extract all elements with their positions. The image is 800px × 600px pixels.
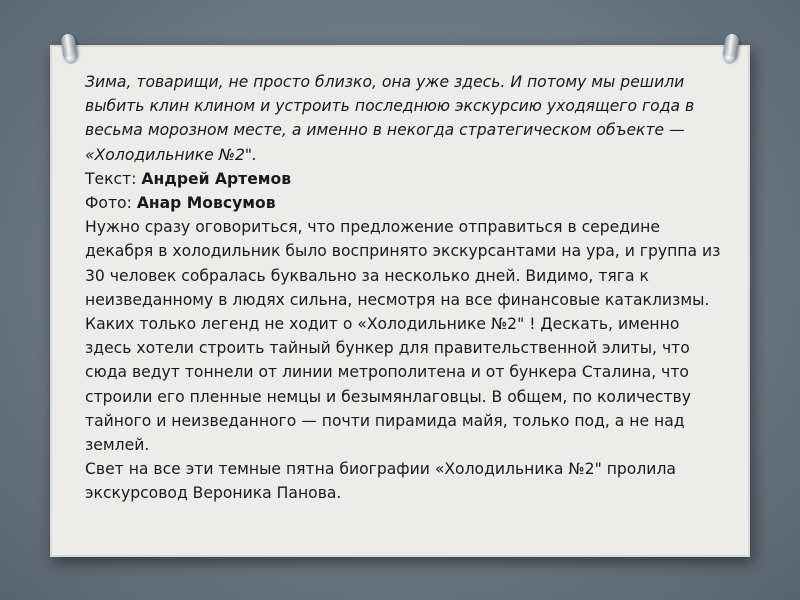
article-text	[85, 70, 725, 506]
body-paragraph-3: Свет на все эти темные пятна биографии «Холодильника №2" пролила экскурсовод Вероника Панова.	[85, 460, 676, 503]
text-credit-label: Текст:	[85, 169, 142, 188]
photo-credit-author: Анар Мовсумов	[136, 194, 276, 213]
photo-credit	[85, 191, 725, 215]
pushpin-icon-left	[60, 33, 77, 61]
text-credit	[85, 167, 725, 191]
intro-paragraph: Зима, товарищи, не просто близко, она уже здесь. И потому мы решили выбить клин клином и устроить последнюю экскурсию уходящего года в весьма морозном месте, а именно в некогда стратегическом объекте — «Холодильнике №2".	[85, 73, 695, 164]
body-paragraph-2: Каких только легенд не ходит о «Холодильнике №2" ! Дескать, именно здесь хотели строить тайный бункер для правительственной элиты, что сюда ведут тоннели от линии метрополитена и от бункера Сталина, что строили его пленные немцы и безымянлаговцы. В общем, по количеству тайного и неизведанного — почти пирамида майя, только под, а не над землей.	[85, 315, 691, 455]
body-paragraph-1: Нужно сразу оговориться, что предложение отправиться в середине декабря в холодильник было воспринято экскурсантами на ура, и группа из 30 человек собралась буквально за несколько дней. Видимо, тяга к неизведанному в людях сильна, несмотря на все финансовые катаклизмы.	[85, 218, 721, 309]
photo-credit-label: Фото:	[85, 194, 137, 213]
text-credit-author: Андрей Артемов	[141, 169, 292, 188]
